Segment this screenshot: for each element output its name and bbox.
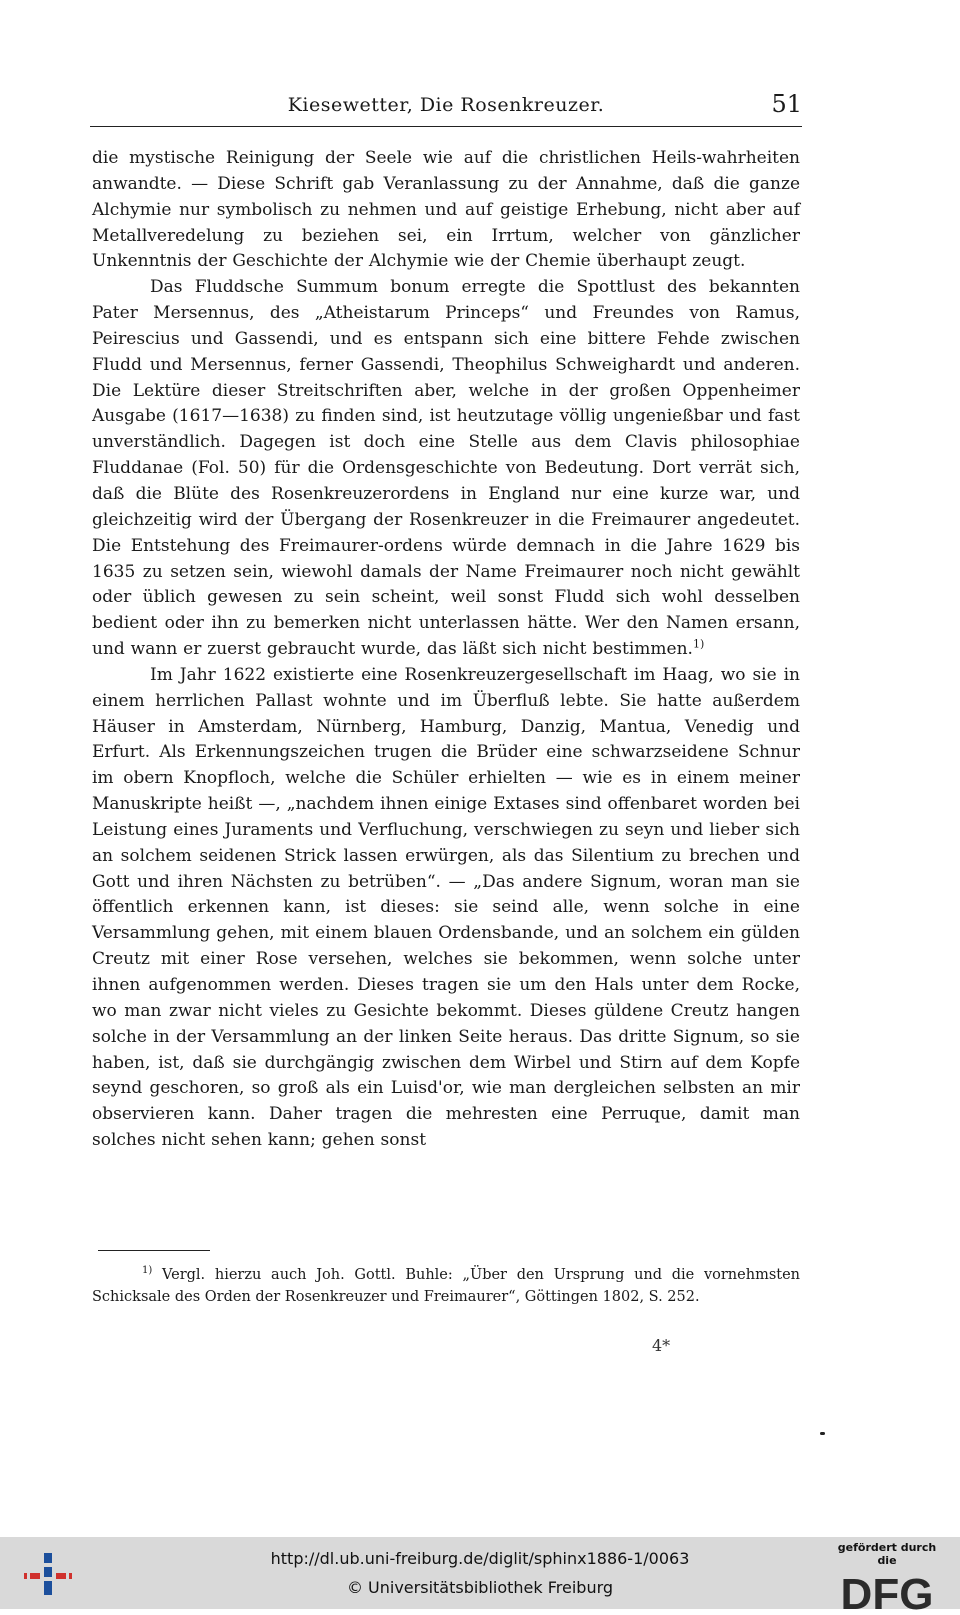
footnote-reference: 1) [692,637,705,651]
copyright-text: © Universitätsbibliothek Freiburg [346,1578,614,1597]
body-text [92,146,800,1154]
paragraph-fludd-text: Das Fluddsche Summum bonum erregte die Spottlust des bekannten Pater Mersennus, des „Atheistarum Princeps“ und Freundes von Ramus, Peirescius und Gassendi, und es entspann sich eine bittere Fehde zwischen Fludd und Mersennus, ferner Gassendi, Theophilus Schweighardt und anderen. Die Lektüre dieser Streitschriften aber, welche in der großen Oppenheimer Ausgabe (1617—1638) zu finden sind, ist heutzutage völlig ungenießbar und fast unverständlich. Dagegen ist doch eine Stelle aus dem Clavis philosophiae Fluddanae (Fol. 50) für die Ordensgeschichte von Bedeutung. Dort verrät sich, daß die Blüte des Rosenkreuzerordens in England nur eine kurze war, und gleichzeitig wird der Übergang der Rosenkreuzer in die Freimaurer angedeutet. Die Entstehung des Freimaurer-ordens würde demnach in die Jahre 1629 bis 1635 zu setzen sein, wiewohl damals der Name Freimaurer noch nicht gewählt oder üblich gewesen zu sein scheint, weil sonst Fludd sich wohl desselben bedient oder ihn zu bemerken nicht unterlassen hätte. Wer den Namen ersann, und wann er zuerst gebraucht wurde, das läßt sich nicht bestimmen. [92,277,800,660]
dfg-logo-icon [828,1569,946,1615]
footnote-text: Vergl. hierzu auch Joh. Gottl. Buhle: „Über den Ursprung und die vornehmsten Schicksale des Orden der Rosenkreuzer und Freimaurer“, Göttingen 1802, S. 252. [92,1267,801,1305]
scan-speck [820,1432,825,1435]
paragraph-continuation: die mystische Reinigung der Seele wie auf die christlichen Heils-wahrheiten anwandte. — Diese Schrift gab Veranlassung zu der Annahme, daß die ganze Alchymie nur symbolisch zu nehmen und auf geistige Erhebung, nicht aber auf Metallveredelung zu beziehen sei, ein Irrtum, welcher von gänzlicher Unkenntnis der Geschichte der Alchymie wie der Chemie überhaupt zeugt. [92,148,800,272]
page-number: 51 [771,90,802,118]
footnote [92,1264,800,1308]
running-title: Kiesewetter, Die Rosenkreuzer. [287,94,605,116]
viewer-footer [0,1537,960,1615]
permalink-url[interactable]: http://dl.ub.uni-freiburg.de/diglit/sphinx1886-1/0063 [270,1549,690,1568]
svg-text:DFG: DFG [840,1570,934,1615]
signature-mark: 4* [652,1336,671,1355]
funding-block [828,1541,946,1615]
paragraph-haag: Im Jahr 1622 existierte eine Rosenkreuzergesellschaft im Haag, wo sie in einem herrlichen Pallast wohnte und im Überfluß lebte. Sie hatte außerdem Häuser in Amsterdam, Nürnberg, Hamburg, Danzig, Mantua, Venedig und Erfurt. Als Erkennungszeichen trugen die Brüder eine schwarzseidene Schnur im obern Knopfloch, welche die Schüler erhielten — wie es in einem meiner Manuskripte heißt —, „nachdem ihnen einige Extases sind offenbaret worden bei Leistung eines Juraments und Verfluchung, verschwiegen zu seyn und lieber sich an solchem seidenen Strick lassen erwürgen, als das Silentium zu brechen und Gott und ihren Nächsten zu betrüben“. — „Das andere Signum, woran man sie öffentlich erkennen kann, ist dieses: sie seind alle, wenn solche in eine Versammlung gehen, mit einem blauen Ordensbande, und an solchem ein gülden Creutz mit einer Rose versehen, welches sie bekommen, wenn solche unter ihnen aufgenommen werden. Dieses tragen sie um den Hals unter dem Rocke, wo man zwar nicht vieles zu Gesichte bekommt. Dieses güldene Creutz hangen solche in der Versammlung an der linken Seite heraus. Das dritte Signum, so sie haben, ist, daß sie durchgängig zwischen dem Wirbel und Stirn auf dem Kopfe seynd geschoren, so groß als ein Luisd'or, wie man dergleichen selbsten an mir observieren kann. Daher tragen die mehresten eine Perruque, damit man solches nicht sehen kann; gehen sonst [92,664,800,1151]
footnote-marker: 1) [142,1265,153,1277]
funding-caption: gefördert durch die [837,1541,937,1567]
footnote-rule [98,1250,210,1251]
running-head [90,90,802,127]
paragraph-fludd [92,275,800,663]
